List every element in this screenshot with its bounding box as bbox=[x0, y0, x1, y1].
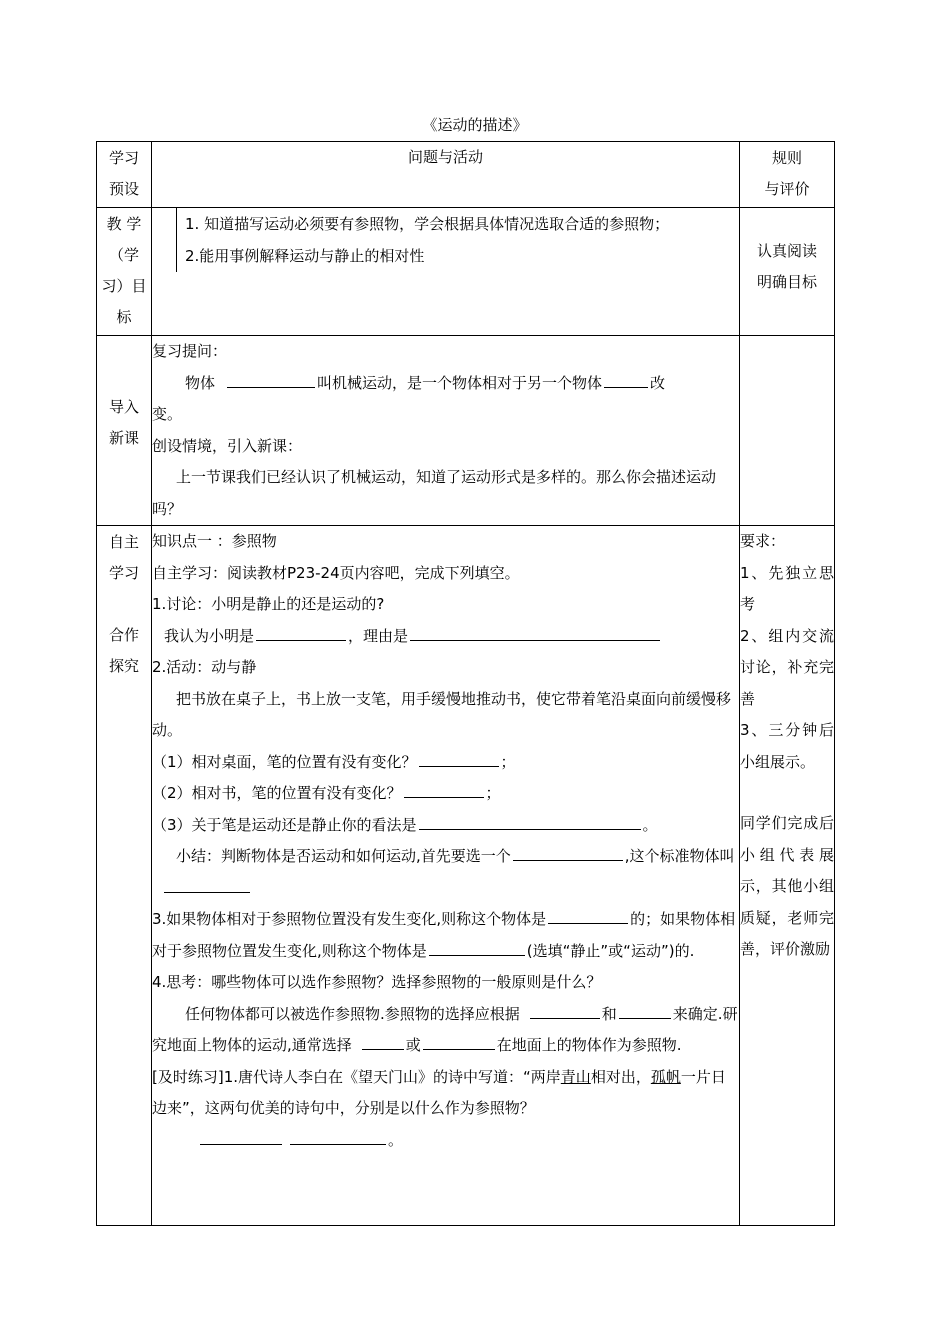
q2-1 bbox=[152, 747, 739, 779]
q2-2-semi: ； bbox=[485, 784, 501, 802]
q1-title: 1.讨论：小明是静止的还是运动的? bbox=[152, 595, 385, 613]
q2-3-period: 。 bbox=[642, 815, 658, 834]
explore-label1-2: 学习 bbox=[108, 564, 139, 582]
lesson-table bbox=[96, 141, 835, 1226]
explore-requirements bbox=[740, 526, 835, 1226]
objectives-label-1: 教 学 bbox=[106, 215, 142, 233]
objectives-label-3: 习）目 bbox=[101, 277, 147, 295]
ex-c: 一片日边来”，这两句优美的诗句中，分别是以什么作为参照物？ bbox=[152, 1067, 726, 1117]
header-col1-line1: 学习 bbox=[108, 149, 139, 167]
req-title: 要求： bbox=[740, 532, 786, 550]
scene-text: 上一节课我们已经认识了机械运动，知道了运动形式是多样的。那么你会描述运动吗？ bbox=[152, 468, 717, 518]
explore-label1-1: 自主 bbox=[108, 533, 139, 551]
explore-row bbox=[97, 526, 835, 1226]
header-col1 bbox=[97, 142, 152, 208]
q4-b: 和 bbox=[601, 1004, 617, 1023]
explore-content bbox=[152, 526, 740, 1226]
q4-a: 任何物体都可以被选作参照物.参照物的选择应根据 bbox=[185, 1004, 520, 1023]
q2-1-semi: ； bbox=[500, 752, 516, 771]
blank-field[interactable] bbox=[548, 909, 628, 924]
objectives-content bbox=[152, 208, 740, 336]
summary-a: 小结：判断物体是否运动和如何运动,首先要选一个 bbox=[176, 847, 511, 865]
review-question bbox=[152, 368, 739, 400]
q3-b: 的；如果物体相对于参照物位置发生变化,则称这个物体是 bbox=[152, 910, 736, 960]
self-study: 自主学习：阅读教材P23-24页内容吧，完成下列填空。 bbox=[152, 563, 520, 582]
q2-3 bbox=[152, 810, 739, 842]
blank-field[interactable] bbox=[604, 373, 648, 388]
objectives-label bbox=[97, 208, 152, 336]
req-4: 同学们完成后小组代表展示，其他小组质疑，老师完善，评价激励 bbox=[740, 814, 834, 958]
blank-field[interactable] bbox=[164, 878, 250, 893]
objective-item-1: 1. 知道描写运动必须要有参照物，学会根据具体情况选取合适的参照物； bbox=[185, 215, 670, 233]
review-q-part2: 叫机械运动，是一个物体相对于另一个物体 bbox=[317, 373, 603, 392]
blank-field[interactable] bbox=[256, 626, 346, 641]
q2-3-text: （3）关于笔是运动还是静止你的看法是 bbox=[152, 815, 417, 834]
q4-c: 来确定.研究地面上物体的运动,通常选择 bbox=[152, 1004, 738, 1054]
explore-label2-2: 探究 bbox=[108, 657, 139, 675]
summary bbox=[152, 841, 739, 904]
objectives-label-2: （学 bbox=[108, 246, 139, 264]
ex-lone-sail: 孤帆 bbox=[650, 1067, 681, 1086]
scene-title: 创设情境，引入新课： bbox=[152, 436, 303, 455]
q4-answer bbox=[152, 999, 739, 1062]
objectives-row bbox=[97, 208, 835, 336]
blank-field[interactable] bbox=[410, 626, 660, 641]
exercise-answers bbox=[152, 1125, 739, 1157]
q2-1-text: （1）相对桌面，笔的位置有没有变化？ bbox=[152, 752, 417, 771]
q1-answer bbox=[152, 621, 739, 653]
intro-label-1: 导入 bbox=[108, 398, 139, 416]
header-col2-text: 问题与活动 bbox=[407, 148, 483, 166]
blank-field[interactable] bbox=[200, 1130, 282, 1145]
blank-field[interactable] bbox=[530, 1004, 600, 1019]
document-title: 《运动的描述》 bbox=[422, 116, 528, 134]
q2-2-text: （2）相对书，笔的位置有没有变化？ bbox=[152, 784, 402, 802]
objectives-label-4: 标 bbox=[116, 308, 132, 326]
ex-period: 。 bbox=[388, 1130, 404, 1149]
blank-field[interactable] bbox=[419, 752, 499, 767]
header-col1-line2: 预设 bbox=[108, 180, 139, 198]
blank-field[interactable] bbox=[227, 373, 315, 388]
review-q-end: 变。 bbox=[152, 405, 183, 423]
blank-field[interactable] bbox=[404, 783, 484, 798]
q3-a: 3.如果物体相对于参照物位置没有发生变化,则称这个物体是 bbox=[152, 910, 547, 928]
q4-d: 或 bbox=[405, 1036, 421, 1054]
q1-b: ，理由是 bbox=[348, 626, 409, 645]
ex-green-mountain: 青山 bbox=[560, 1067, 591, 1086]
review-q-part1: 物体 bbox=[185, 373, 216, 392]
req-3: 3、三分钟后小组展示。 bbox=[740, 721, 834, 771]
intro-label bbox=[97, 336, 152, 526]
header-row bbox=[97, 142, 835, 208]
intro-rule bbox=[740, 336, 835, 526]
kp-title: 知识点一 ：参照物 bbox=[152, 532, 277, 550]
q3-c: (选填“静止”或“运动”)的. bbox=[526, 941, 695, 960]
blank-field[interactable] bbox=[419, 815, 641, 830]
review-q-part3: 改 bbox=[650, 373, 666, 392]
blank-field[interactable] bbox=[423, 1035, 495, 1050]
header-col3-line2: 与评价 bbox=[764, 180, 810, 198]
objectives-rule-1: 认真阅读 bbox=[756, 242, 817, 260]
explore-label2-1: 合作 bbox=[108, 626, 139, 644]
q4-title: 4.思考：哪些物体可以选作参照物？选择参照物的一般原则是什么？ bbox=[152, 973, 602, 991]
q2-text: 把书放在桌子上，书上放一支笔，用手缓慢地推动书，使它带着笔沿桌面向前缓慢移动。 bbox=[152, 689, 732, 739]
header-col3-line1: 规则 bbox=[771, 149, 802, 167]
req-1: 1、先独立思考 bbox=[740, 563, 834, 613]
q2-2 bbox=[152, 778, 739, 810]
objective-item-2: 2.能用事例解释运动与静止的相对性 bbox=[185, 246, 425, 265]
blank-field[interactable] bbox=[362, 1035, 404, 1050]
intro-content bbox=[152, 336, 740, 526]
header-col2 bbox=[152, 142, 740, 208]
q1-a: 我认为小明是 bbox=[164, 626, 255, 645]
review-title: 复习提问： bbox=[152, 342, 228, 360]
blank-field[interactable] bbox=[290, 1130, 386, 1145]
summary-b: ,这个标准物体叫 bbox=[624, 847, 735, 865]
q3 bbox=[152, 904, 739, 967]
exercise bbox=[152, 1062, 739, 1125]
ex-b: 相对出， bbox=[590, 1067, 651, 1086]
blank-field[interactable] bbox=[513, 846, 623, 861]
objectives-rule bbox=[740, 208, 835, 336]
intro-label-2: 新课 bbox=[108, 429, 139, 447]
header-col3 bbox=[740, 142, 835, 208]
blank-field[interactable] bbox=[429, 941, 525, 956]
objectives-rule-2: 明确目标 bbox=[756, 273, 817, 291]
ex-a: [及时练习]1.唐代诗人李白在《望天门山》的诗中写道：“两岸 bbox=[152, 1067, 561, 1086]
q4-e: 在地面上的物体作为参照物. bbox=[496, 1036, 682, 1054]
req-2: 2、组内交流讨论，补充完善 bbox=[740, 626, 834, 708]
intro-row bbox=[97, 336, 835, 526]
explore-label bbox=[97, 526, 152, 1226]
blank-field[interactable] bbox=[619, 1004, 671, 1019]
q2-title: 2.活动：动与静 bbox=[152, 658, 257, 676]
